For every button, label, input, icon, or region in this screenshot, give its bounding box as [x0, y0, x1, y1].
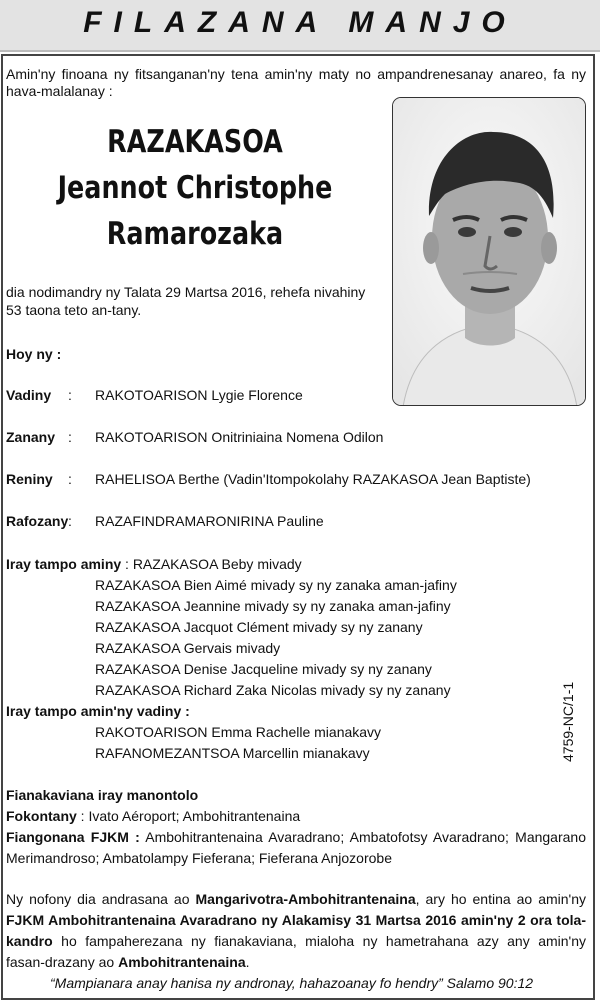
fiangonana-value: Ambohitrantenaina Avaradrano; Ambatofotsy Avaradrano; Mangarano — [139, 829, 586, 845]
funeral-text: , ary ho entina ao amin'ny — [415, 891, 586, 907]
notice-title: FILAZANA MANJO — [83, 6, 517, 39]
portrait-image — [393, 98, 586, 406]
funeral-line-3 — [6, 933, 586, 950]
funeral-text: fasan-drazany ao — [6, 954, 119, 970]
intro-text: Amin'ny finoana ny fitsanganan'ny tena amin'ny maty no ampandrenesanay anareo, fa ny hava-malalanay : — [6, 66, 586, 99]
fokontany-line — [6, 808, 300, 825]
deceased-surname: RAZAKASOA — [107, 124, 283, 160]
siblings-label: Iray tampo aminy — [6, 556, 122, 572]
relative-sep: : — [68, 387, 72, 403]
funeral-line-1 — [6, 891, 586, 908]
fokontany-label: Fokontany — [6, 808, 77, 824]
sibling-name: RAZAKASOA Bien Aimé mivady sy ny zanaka aman-jafiny — [95, 577, 457, 593]
family-heading: Fianakaviana iray manontolo — [6, 787, 199, 803]
sibling-name: RAZAKASOA Richard Zaka Nicolas mivady sy ny zanany — [95, 682, 451, 698]
spouse-siblings-heading — [6, 703, 190, 720]
death-line-2: 53 taona teto an-tany. — [6, 302, 142, 318]
psalm-quote: “Mampianara anay hanisa ny andronay, hahazoanay fo hendry” Salamo 90:12 — [50, 975, 534, 991]
relative-label-vadiny: Vadiny — [6, 387, 52, 403]
funeral-text: ho fampaherezana ny fianakaviana, mialoha ny hametrahana azy any amin'ny — [52, 933, 586, 949]
funeral-place: Mangarivotra-Ambohitrantenaina — [195, 891, 416, 907]
relative-label-reniny: Reniny — [6, 471, 53, 487]
spouse-siblings-colon: : — [185, 703, 190, 719]
siblings-first-line — [6, 556, 302, 573]
fiangonana-line-1 — [6, 829, 586, 846]
sibling-name: RAZAKASOA Jeannine mivady sy ny zanaka aman-jafiny — [95, 598, 451, 614]
relative-name-reniny: RAHELISOA Berthe (Vadin'Itompokolahy RAZAKASOA Jean Baptiste) — [95, 471, 531, 487]
death-line-1: dia nodimandry ny Talata 29 Martsa 2016, rehefa nivahiny — [6, 284, 366, 300]
sibling-name: RAZAKASOA Gervais mivady — [95, 640, 281, 656]
spouse-sibling-name: RAKOTOARISON Emma Rachelle mianakavy — [95, 724, 382, 740]
funeral-line-2: FJKM Ambohitrantenaina Avaradrano ny Alakamisy 31 Martsa 2016 amin'ny 2 ora tola- — [6, 912, 586, 928]
deceased-portrait — [392, 97, 586, 406]
relative-sep: : — [68, 429, 72, 445]
relative-name-vadiny: RAKOTOARISON Lygie Florence — [95, 387, 303, 403]
relative-label-zanany: Zanany — [6, 429, 56, 445]
spouse-siblings-label: Iray tampo amin'ny vadiny — [6, 703, 182, 719]
funeral-text: Ny nofony dia andrasana ao — [6, 891, 196, 907]
sibling-name: RAZAKASOA Denise Jacqueline mivady sy ny zanany — [95, 661, 432, 677]
deceased-given-names: Jeannot Christophe — [57, 170, 333, 206]
relative-sep: : — [68, 471, 72, 487]
relative-label-rafozany: Rafozany — [6, 513, 69, 529]
sibling-name: : RAZAKASOA Beby mivady — [125, 556, 302, 572]
fiangonana-label: Fiangonana FJKM : — [6, 829, 140, 845]
relative-name-zanany: RAKOTOARISON Onitriniaina Nomena Odilon — [95, 429, 384, 445]
deceased-third-name: Ramarozaka — [106, 216, 284, 252]
funeral-time: kandro — [6, 933, 53, 949]
sibling-name: RAZAKASOA Jacquot Clément mivady sy ny zanany — [95, 619, 423, 635]
funeral-burial-place: Ambohitrantenaina — [118, 954, 246, 970]
fokontany-value: : Ivato Aéroport; Ambohitrantenaina — [80, 808, 301, 824]
spouse-sibling-name: RAFANOMEZANTSOA Marcellin mianakavy — [95, 745, 370, 761]
relative-name-rafozany: RAZAFINDRAMARONIRINA Pauline — [95, 513, 324, 529]
reference-code: 4759-NC/1-1 — [560, 681, 576, 762]
funeral-text: . — [245, 954, 250, 970]
fiangonana-line-2: Merimandroso; Ambatolampy Fieferana; Fieferana Anjozorobe — [6, 850, 392, 866]
funeral-line-4 — [6, 954, 250, 971]
relative-sep: : — [68, 513, 72, 529]
hoy-ny-label: Hoy ny : — [6, 346, 62, 362]
